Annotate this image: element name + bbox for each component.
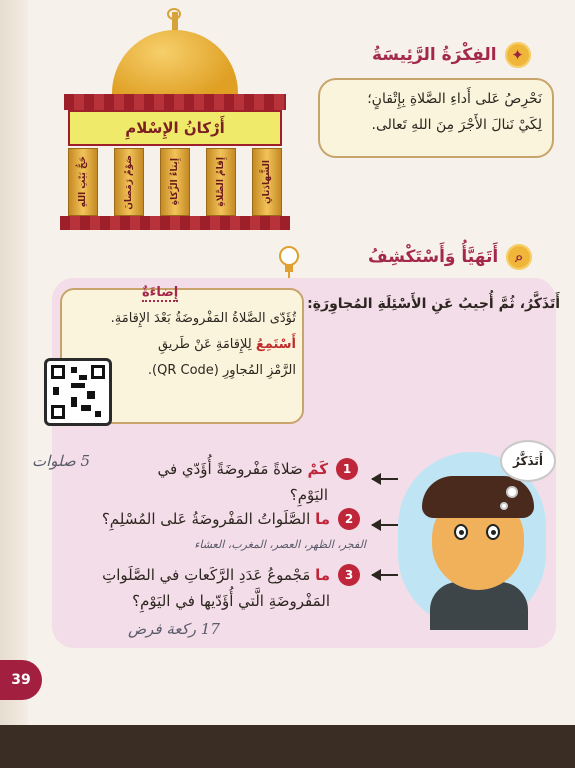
qr-module [71,367,77,373]
qr-module [95,411,101,417]
question-number: 2 [338,508,360,530]
question-2 [90,506,360,532]
qr-module [87,391,95,399]
qr-module [71,397,77,407]
temple-base [60,216,290,230]
arrow-icon [372,524,398,526]
pillar-label: إِيتاءُ الزَّكاةِ [170,158,180,206]
answer-3: 17 ركعة فرض [128,620,220,638]
question-text [70,562,330,614]
pillars-row [68,148,282,216]
qr-module [53,387,59,395]
pillar [160,148,190,216]
answer-1: 5 صلوات [32,452,91,470]
dome-spire [172,12,178,32]
boy-hair [422,476,534,518]
pillar [252,148,282,216]
note-line2-text: لِلإِقامَةِ عَنْ طَريقِ [157,337,252,352]
qr-module [71,383,85,388]
arrow-icon [372,574,398,576]
pillars-banner: أَرْكانُ الإِسْلامِ [68,110,282,146]
main-idea-header [372,42,531,68]
boy-eye [454,524,468,540]
question-3 [70,562,360,614]
thought-dot [500,502,508,510]
question-text [102,506,330,532]
pillar-label: الشَّهادَتانِ [262,159,272,204]
boy-eye [486,524,500,540]
thought-dot [506,486,518,498]
question-body: مَجْموعُ عَدَدِ الرَّكَعاتِ في الصَّلَواتِ المَفْروضَةِ الَّتي أُؤَدّيها في اليَوْمِ؟ [102,566,330,610]
page-gutter [0,0,28,725]
pillar-label: إِقامُ الصَّلاةِ [216,157,226,207]
explore-title: أَتَهَيَّأُ وَأَسْتَكْشِفُ [368,247,499,267]
qr-finder [51,365,65,379]
dome [112,30,238,104]
pillar-label: صَوْمُ رَمَضانَ [124,154,134,210]
pillar-label: حَجُّ بَيْتِ اللهِ [78,156,88,208]
answer-2: الفجر، الظهر، العصر، المغرب، العشاء [194,538,366,551]
pillar [114,148,144,216]
question-body: الصَّلَواتُ المَفْروضَةُ عَلى المُسْلِمِ؟ [101,510,311,528]
question-lead: ما [315,566,330,584]
question-number: 3 [338,564,360,586]
question-number: 1 [336,458,358,480]
explore-instruction: أَتَذَكَّرُ، ثُمَّ أُجيبُ عَنِ الأَسْئِلَةِ المُجاوِرَةِ: [307,296,560,312]
arrow-icon [372,478,398,480]
question-lead: كَمْ [307,460,328,478]
question-lead: ما [315,510,330,528]
main-idea-line1: نَحْرِصُ عَلى أَداءِ الصَّلاةِ بِإِتْقانٍ؛ [367,91,542,107]
qr-finder [51,405,65,419]
pillar [206,148,236,216]
note-label: إِضاءَةٌ [142,285,179,300]
question-1 [128,456,358,508]
question-body: صَلاةً مَفْروضَةً أُؤَدّي في اليَوْمِ؟ [157,460,328,504]
explore-header [368,244,532,270]
magnifier-badge-icon: ⌕ [506,244,532,270]
main-idea-title: الفِكْرَةُ الرَّئِيسَةُ [372,45,497,65]
note-listen: أَسْتَمِعُ [255,337,296,352]
main-idea-box [318,78,554,158]
temple-roof [64,94,286,110]
thought-bubble: أَتَذَكَّرُ [500,440,556,482]
note-text [110,306,296,384]
qr-finder [91,365,105,379]
qr-module [79,375,87,380]
lightbulb-icon [276,244,302,278]
pillar [68,148,98,216]
qr-module [81,405,91,411]
lightbulb-badge-icon: ✦ [505,42,531,68]
question-text [128,456,328,508]
note-line2 [110,332,296,358]
pillars-of-islam-illustration [60,8,290,233]
note-line1: تُؤَدّى الصَّلاةُ المَفْروضَةُ بَعْدَ الإِقامَةِ. [110,311,296,326]
note-line3: الرَّمْزِ المُجاوِرِ (QR Code). [147,363,296,378]
page-number: 39 [0,660,42,700]
qr-code[interactable] [44,358,112,426]
main-idea-line2: لِكَيْ نَنالَ الأَجْرَ مِنَ اللهِ تَعالى. [371,117,542,133]
